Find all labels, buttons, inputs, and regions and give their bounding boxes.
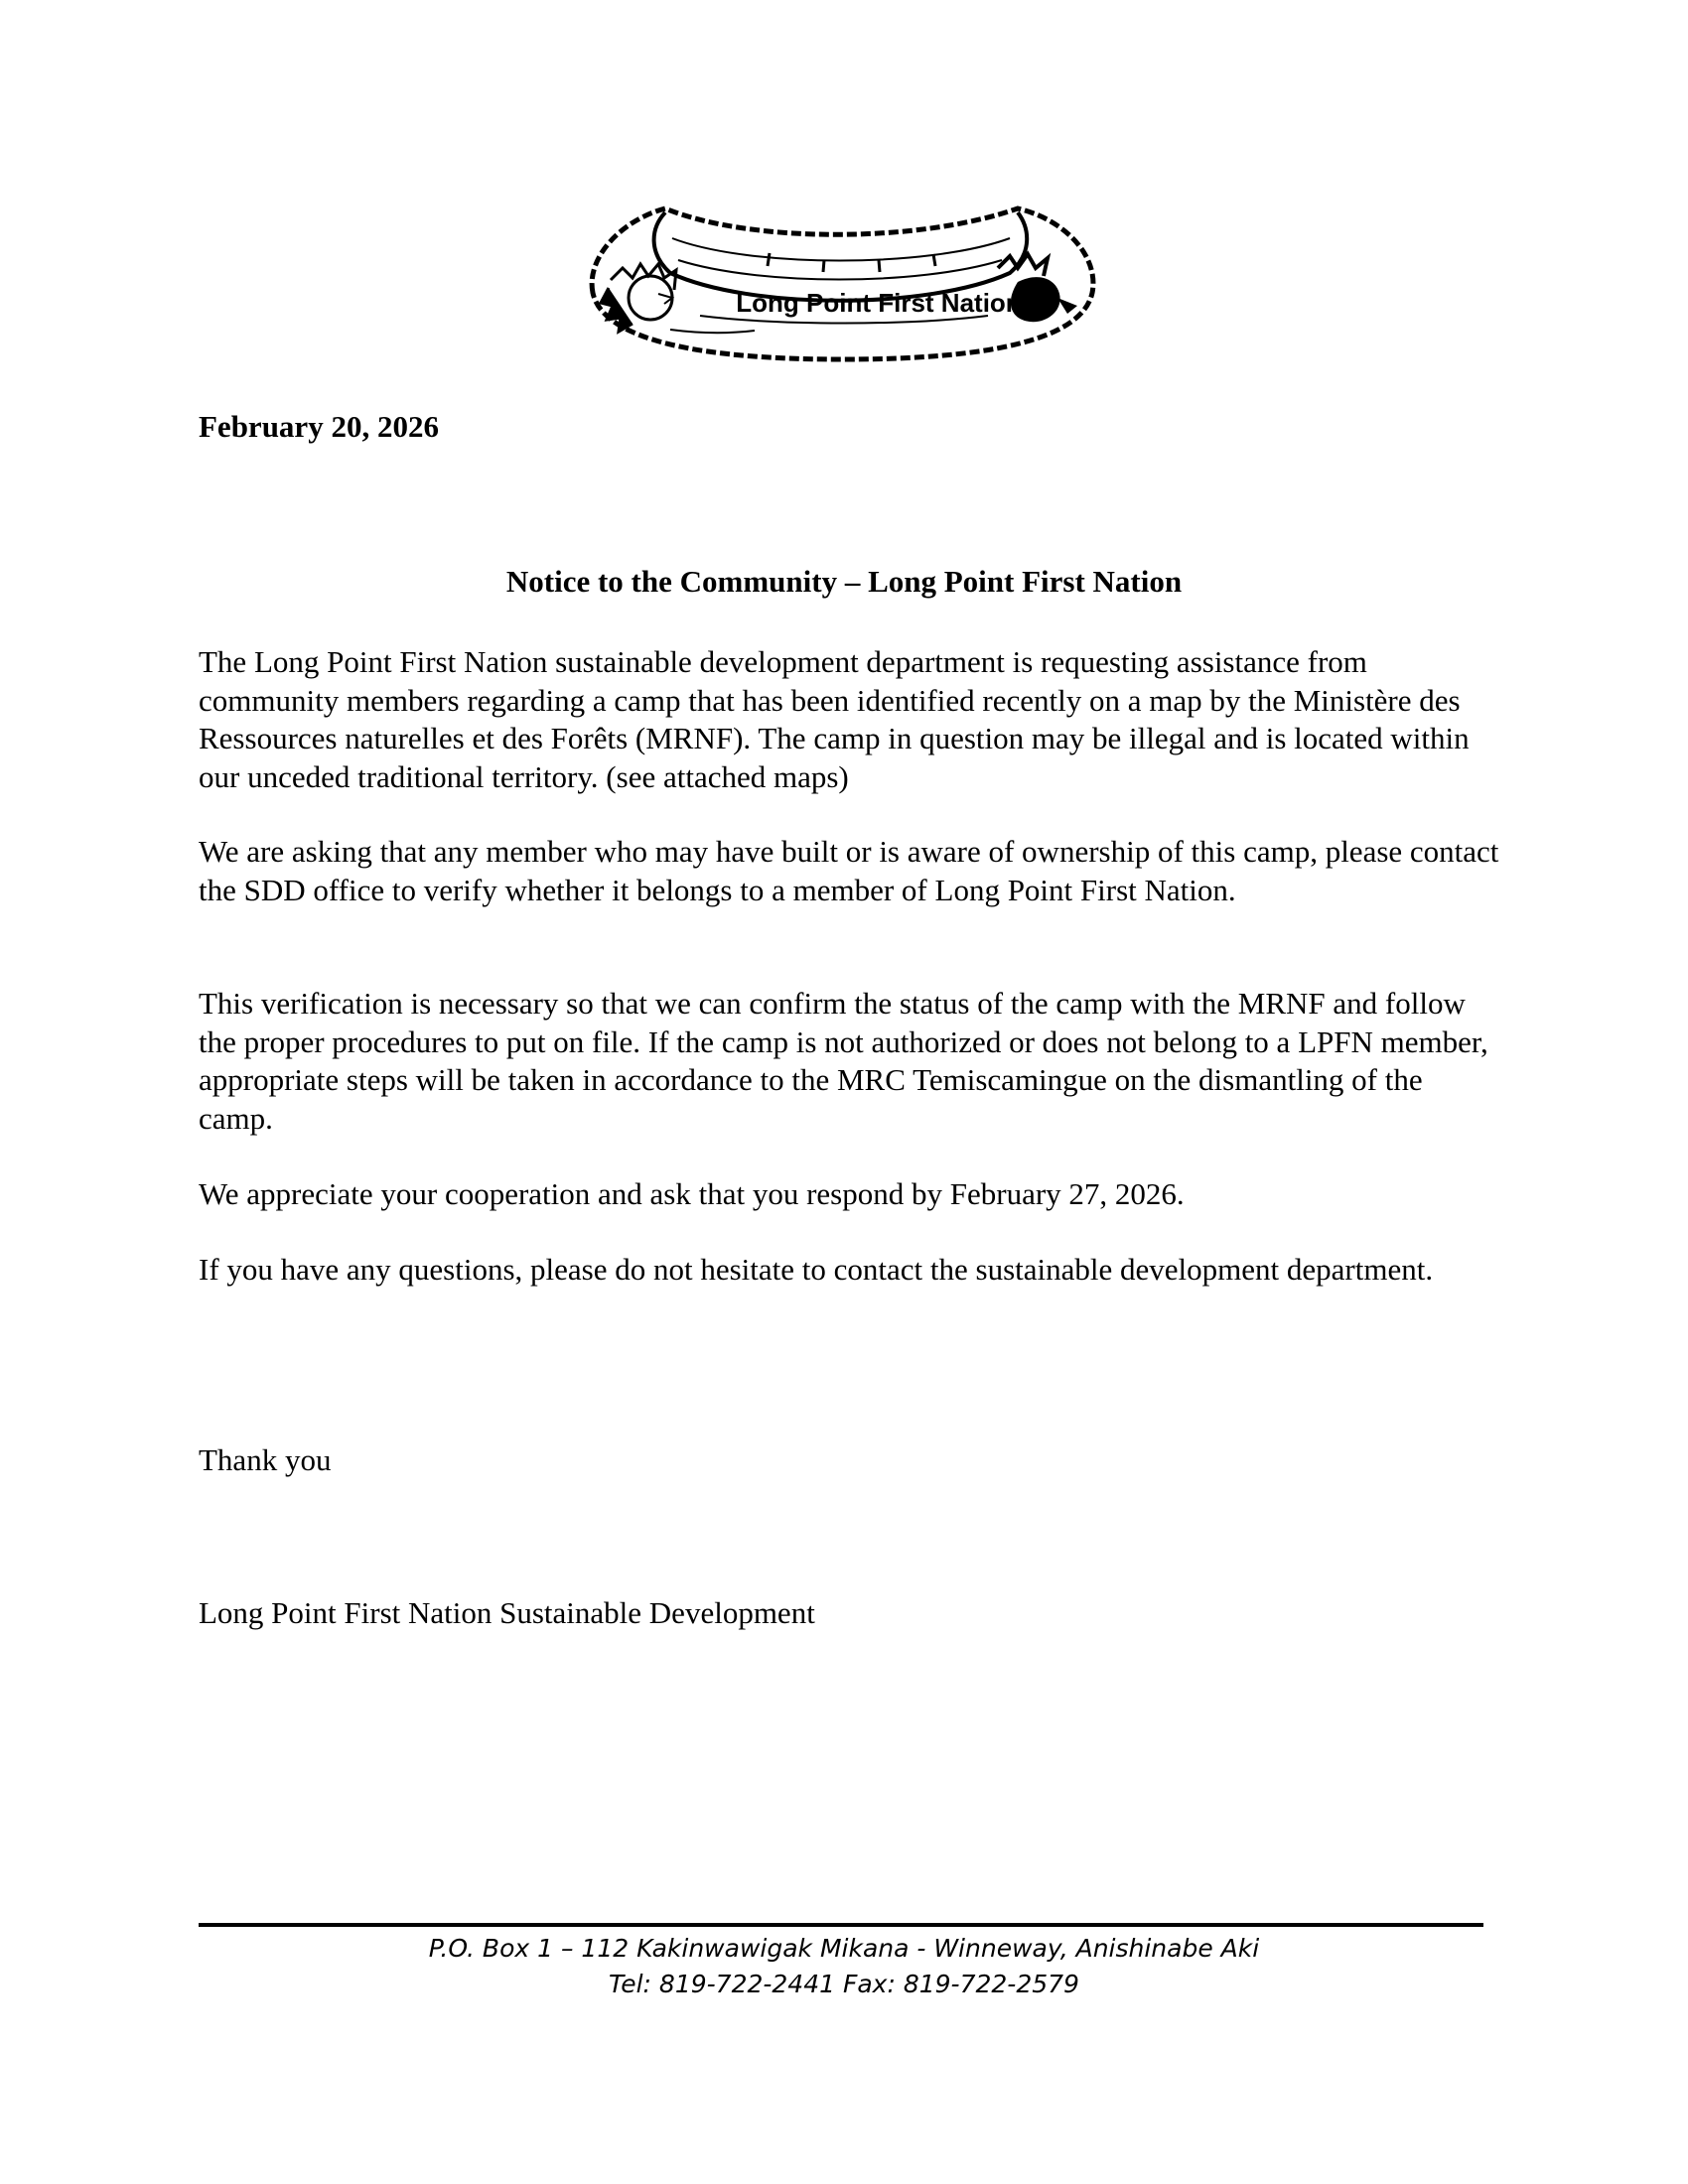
closing: Thank you: [199, 1442, 332, 1477]
paragraph-deadline: We appreciate your cooperation and ask that you respond by February 27, 2026.: [199, 1176, 1185, 1211]
letter-date: February 20, 2026: [199, 409, 439, 444]
logo-text: Long Point First Nation: [736, 288, 1022, 318]
signature: Long Point First Nation Sustainable Development: [199, 1595, 815, 1630]
footer-contact: Tel: 819-722-2441 Fax: 819-722-2579: [609, 1970, 1079, 1998]
paragraph-contact: We are asking that any member who may have built or is aware of ownership of this camp, please contact the SDD office to verify whether it belongs to a member of Long Point First Nation.: [199, 834, 1499, 907]
canoe-emblem-icon: [581, 199, 1103, 365]
paragraph-verification: This verification is necessary so that we can confirm the status of the camp with the MRNF and follow the proper procedures to put on file. If the camp is not authorized or does not belong to a LPFN member, appropriate steps will be taken in accordance to the MRC Temiscamingue on the dismantling of the camp.: [199, 986, 1488, 1136]
paragraph-request: The Long Point First Nation sustainable development department is requesting assistance from community members regarding a camp that has been identified recently on a map by the Ministère des Ressources naturelles et des Forêts (MRNF). The camp in question may be illegal and is located within our unceded traditional territory. (see attached maps): [199, 644, 1470, 794]
paragraph-questions: If you have any questions, please do not hesitate to contact the sustainable development department.: [199, 1252, 1434, 1287]
letterhead-logo: [581, 199, 1103, 365]
footer-address: P.O. Box 1 – 112 Kakinwawigak Mikana - Winneway, Anishinabe Aki: [428, 1934, 1260, 1963]
footer-divider: [199, 1923, 1483, 1927]
notice-title: Notice to the Community – Long Point First Nation: [505, 564, 1183, 599]
